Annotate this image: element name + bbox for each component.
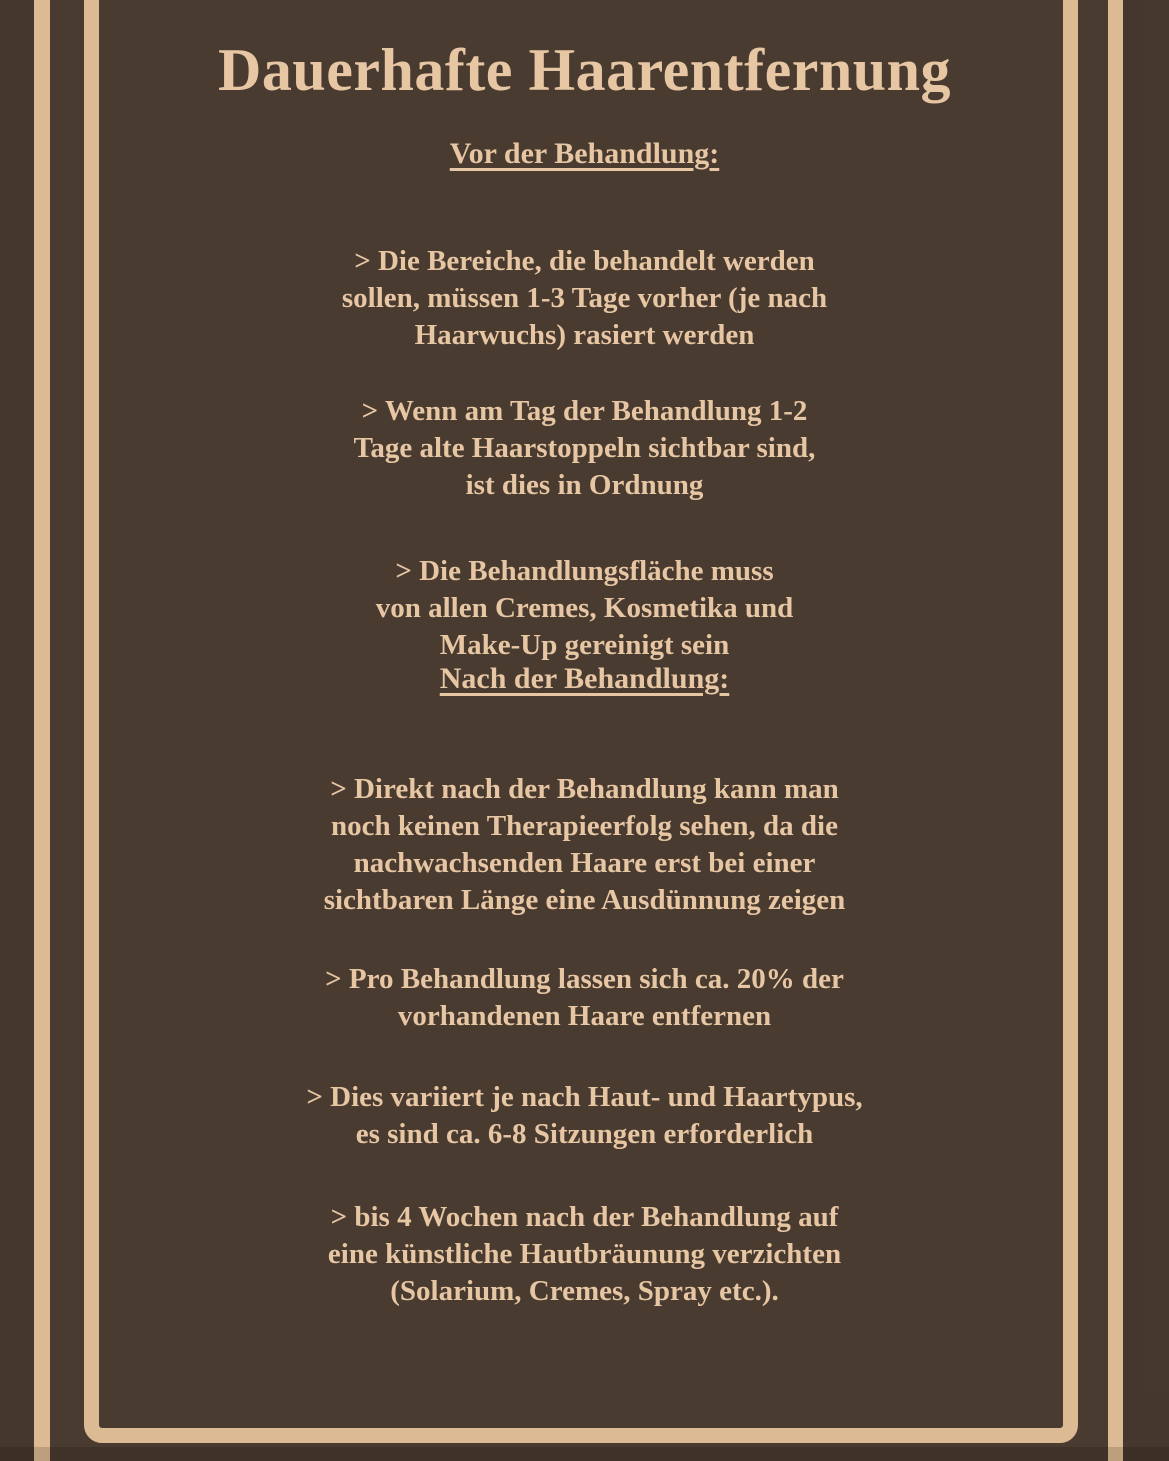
list-item-sessions-needed: > Dies variiert je nach Haut- und Haartypus, es sind ca. 6-8 Sitzungen erforderlich bbox=[306, 1081, 863, 1150]
poster-title: Dauerhafte Haarentfernung bbox=[218, 37, 951, 104]
section-heading-before-treatment-label: Vor der Behandlung: bbox=[449, 137, 720, 170]
list-item-shave-before: > Die Bereiche, die behandelt werden sollen, müssen 1-3 Tage vorher (je nach Haarwuchs) rasiert werden bbox=[341, 245, 828, 351]
left-edge-shade bbox=[0, 0, 34, 1461]
list-item-no-immediate-result: > Direkt nach der Behandlung kann man noch keinen Therapieerfolg sehen, da die nachwachsenden Haare erst bei einer sichtbaren Länge eine Ausdünnung zeigen bbox=[323, 773, 846, 916]
left-border-stripe bbox=[34, 0, 50, 1461]
list-item-clean-skin: > Die Behandlungsfläche muss von allen Cremes, Kosmetika und Make-Up gereinigt sein bbox=[375, 555, 794, 661]
right-edge-shade bbox=[1123, 0, 1169, 1461]
right-border-stripe bbox=[1108, 0, 1123, 1461]
section-heading-after-treatment bbox=[110, 660, 1059, 698]
list-item-twenty-percent: > Pro Behandlung lassen sich ca. 20% der vorhandenen Haare entfernen bbox=[325, 963, 844, 1032]
section-heading-before-treatment bbox=[110, 135, 1059, 173]
list-item-no-tanning: > bis 4 Wochen nach der Behandlung auf eine künstliche Hautbräunung verzichten (Solarium, Cremes, Spray etc.). bbox=[327, 1201, 842, 1307]
list-item-stubble-ok: > Wenn am Tag der Behandlung 1-2 Tage alte Haarstoppeln sichtbar sind, ist dies in Ordnung bbox=[353, 395, 816, 501]
section-heading-after-treatment-label: Nach der Behandlung: bbox=[439, 662, 730, 695]
bottom-shadow-band bbox=[0, 1447, 1169, 1461]
